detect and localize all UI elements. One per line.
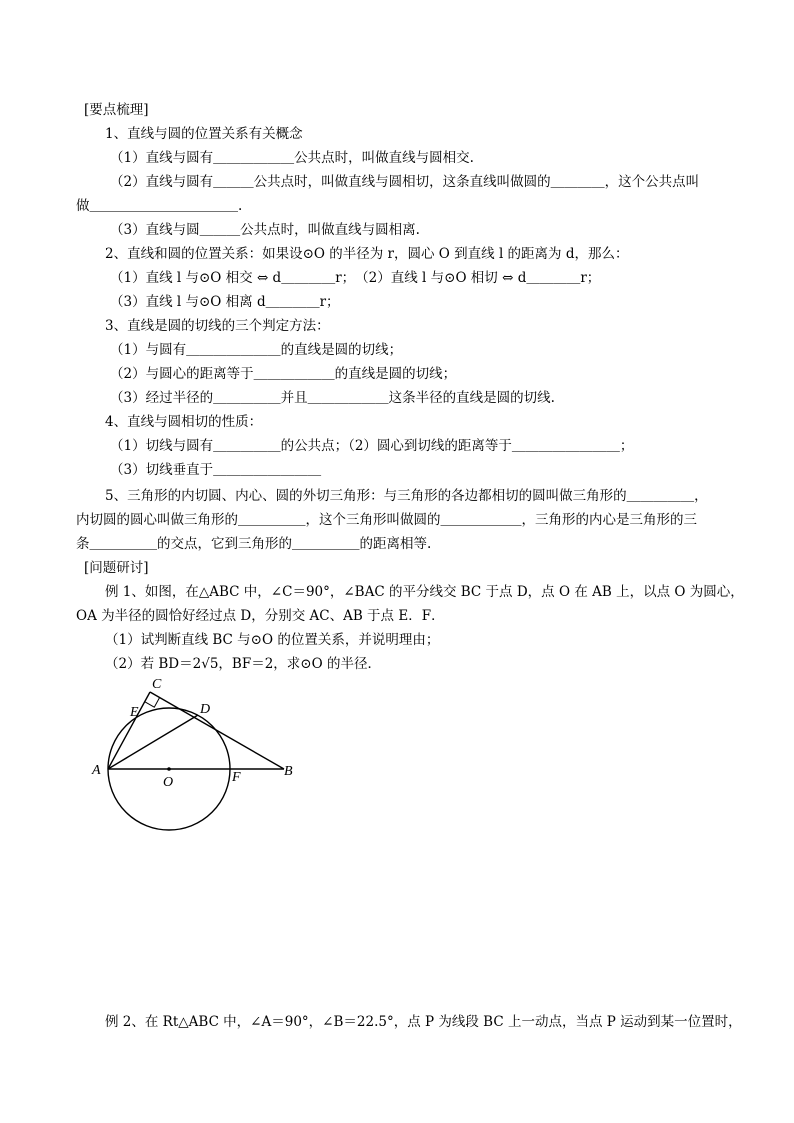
geometry-figure [88,668,308,834]
point-3-c: （3）经过半径的＿＿＿＿＿并且＿＿＿＿＿＿这条半径的直线是圆的切线. [110,390,555,406]
point-5-line3: 条＿＿＿＿＿的交点，它到三角形的＿＿＿＿＿的距离相等. [76,536,432,552]
segment-cb [150,692,284,769]
point-1-a: （1）直线与圆有＿＿＿＿＿＿公共点时，叫做直线与圆相交. [110,150,474,166]
point-2-b: （3）直线 l 与⊙O 相离 d＿＿＿＿r； [110,294,340,310]
label-c: C [152,677,162,692]
segment-ad [108,715,198,769]
point-1-c: （3）直线与圆＿＿＿公共点时，叫做直线与圆相离. [110,222,420,238]
center-dot-o [167,767,171,771]
label-e: E [130,705,139,720]
point-1-b-line1: （2）直线与圆有＿＿＿公共点时，叫做直线与圆相切，这条直线叫做圆的＿＿＿＿，这个公共点叫 [110,174,700,190]
segment-ac [108,692,150,769]
example-1-question1: （1）试判断直线 BC 与⊙O 的位置关系，并说明理由； [105,632,440,648]
point-2-a: （1）直线 l 与⊙O 相交 ⇔ d＿＿＿＿r； （2）直线 l 与⊙O 相切 ⇔ d＿＿＿＿r； [110,270,601,286]
label-d: D [200,702,211,717]
label-f: F [232,770,241,785]
point-5-line1: 5、三角形的内切圆、内心、圆的外切三角形：与三角形的各边都相切的圆叫做三角形的＿＿＿＿＿， [105,488,708,504]
section-title-problems: [问题研讨] [84,560,149,576]
point-4-title: 4、直线与圆相切的性质： [105,414,263,430]
label-a: A [92,763,101,778]
example-2-line1: 例 2、在 Rt△ABC 中，∠A＝90°，∠B＝22.5°，点 P 为线段 BC 上一动点，当点 P 运动到某一位置时， [105,1014,742,1030]
point-5-line2: 内切圆的圆心叫做三角形的＿＿＿＿＿，这个三角形叫做圆的＿＿＿＿＿＿，三角形的内心是三角形的三 [76,512,697,528]
point-4-b: （3）切线垂直于＿＿＿＿＿＿＿＿ [110,462,322,478]
label-b: B [284,764,293,779]
example-1-line1: 例 1、如图，在△ABC 中，∠C＝90°，∠BAC 的平分线交 BC 于点 D，点 O 在 AB 上，以点 O 为圆心， [105,584,744,600]
point-1-title: 1、直线与圆的位置关系有关概念 [105,126,303,142]
example-1-line2: OA 为半径的圆恰好经过点 D，分别交 AC、AB 于点 E．F． [76,608,445,624]
point-3-a: （1）与圆有＿＿＿＿＿＿＿的直线是圆的切线； [110,342,403,358]
point-3-title: 3、直线是圆的切线的三个判定方法： [105,318,330,334]
label-o: O [163,775,174,790]
section-title-key-points: [要点梳理] [84,102,149,118]
point-4-a: （1）切线与圆有＿＿＿＿＿的公共点；（2）圆心到切线的距离等于＿＿＿＿＿＿＿＿； [110,438,634,454]
example-1-question2: （2）若 BD＝2√5，BF＝2，求⊙O 的半径． [105,656,381,672]
point-3-b: （2）与圆心的距离等于＿＿＿＿＿＿的直线是圆的切线； [110,366,457,382]
point-2-title: 2、直线和圆的位置关系：如果设⊙O 的半径为 r，圆心 O 到直线 l 的距离为 d，那么： [105,246,629,262]
point-1-b-line2: 做＿＿＿＿＿＿＿＿＿＿＿. [76,198,243,214]
